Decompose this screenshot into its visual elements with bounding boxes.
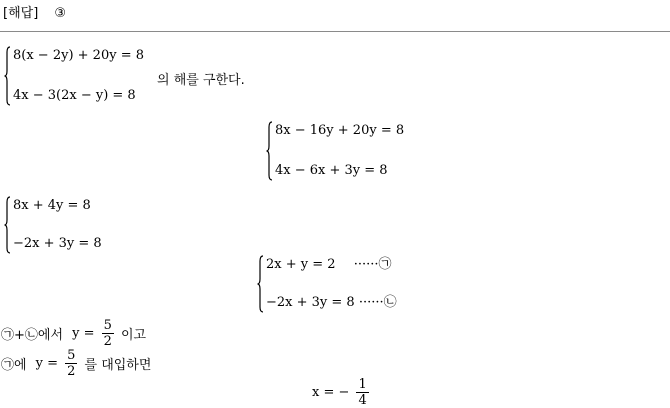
equation-1 [266, 257, 397, 273]
equation-1: 8x − 16y + 20y = 8 [275, 123, 405, 138]
step-1-prefix: ㉠+㉡에서 [1, 328, 64, 343]
divider [0, 31, 670, 32]
label-circled-a: ······㉠ [353, 257, 392, 272]
fraction-numerator: 5 [67, 348, 76, 363]
step-1-line [1, 318, 146, 349]
result-lhs: x = − [312, 385, 350, 400]
step-2-line [1, 348, 151, 379]
equation-2: −2x + 3y = 8 [13, 236, 102, 251]
equation-2: 4x − 6x + 3y = 8 [275, 163, 388, 178]
fraction-numerator: 1 [358, 377, 367, 392]
step-2-prefix: ㉠에 [1, 358, 27, 373]
equation-system-2 [266, 121, 404, 181]
left-brace [257, 255, 264, 313]
left-brace [266, 121, 273, 181]
fraction-denominator: 2 [103, 334, 112, 349]
equation-2-body: −2x + 3y = 8 [266, 295, 355, 310]
equation-system-1 [4, 46, 144, 106]
equation-1: 8x + 4y = 8 [13, 198, 91, 213]
fraction-one-quarter [356, 377, 368, 408]
step-2-var: y = [35, 356, 59, 371]
answer-label: [해답] [3, 6, 39, 21]
equation-system-4 [257, 255, 397, 313]
equation-2 [266, 295, 397, 311]
fraction-five-halves [65, 348, 77, 379]
step-1-suffix: 이고 [120, 328, 147, 343]
left-brace [4, 196, 11, 254]
equation-system-3 [4, 196, 102, 254]
answer-choice: ③ [54, 6, 67, 21]
fraction-numerator: 5 [103, 318, 112, 333]
step-1-var: y = [72, 326, 95, 341]
fraction-denominator: 4 [358, 393, 367, 408]
equation-1-body: 2x + y = 2 [266, 257, 336, 272]
fraction-five-halves [102, 318, 114, 349]
fraction-denominator: 2 [67, 364, 76, 379]
left-brace [4, 46, 11, 106]
answer-header [3, 2, 66, 21]
step-2-suffix: 를 대입하면 [84, 358, 152, 373]
equation-1: 8(x − 2y) + 20y = 8 [13, 48, 144, 63]
label-circled-b: ······㉡ [358, 295, 397, 310]
equation-2: 4x − 3(2x − y) = 8 [13, 88, 136, 103]
system-1-note: 의 해를 구한다. [157, 73, 245, 88]
result-line [312, 377, 371, 408]
